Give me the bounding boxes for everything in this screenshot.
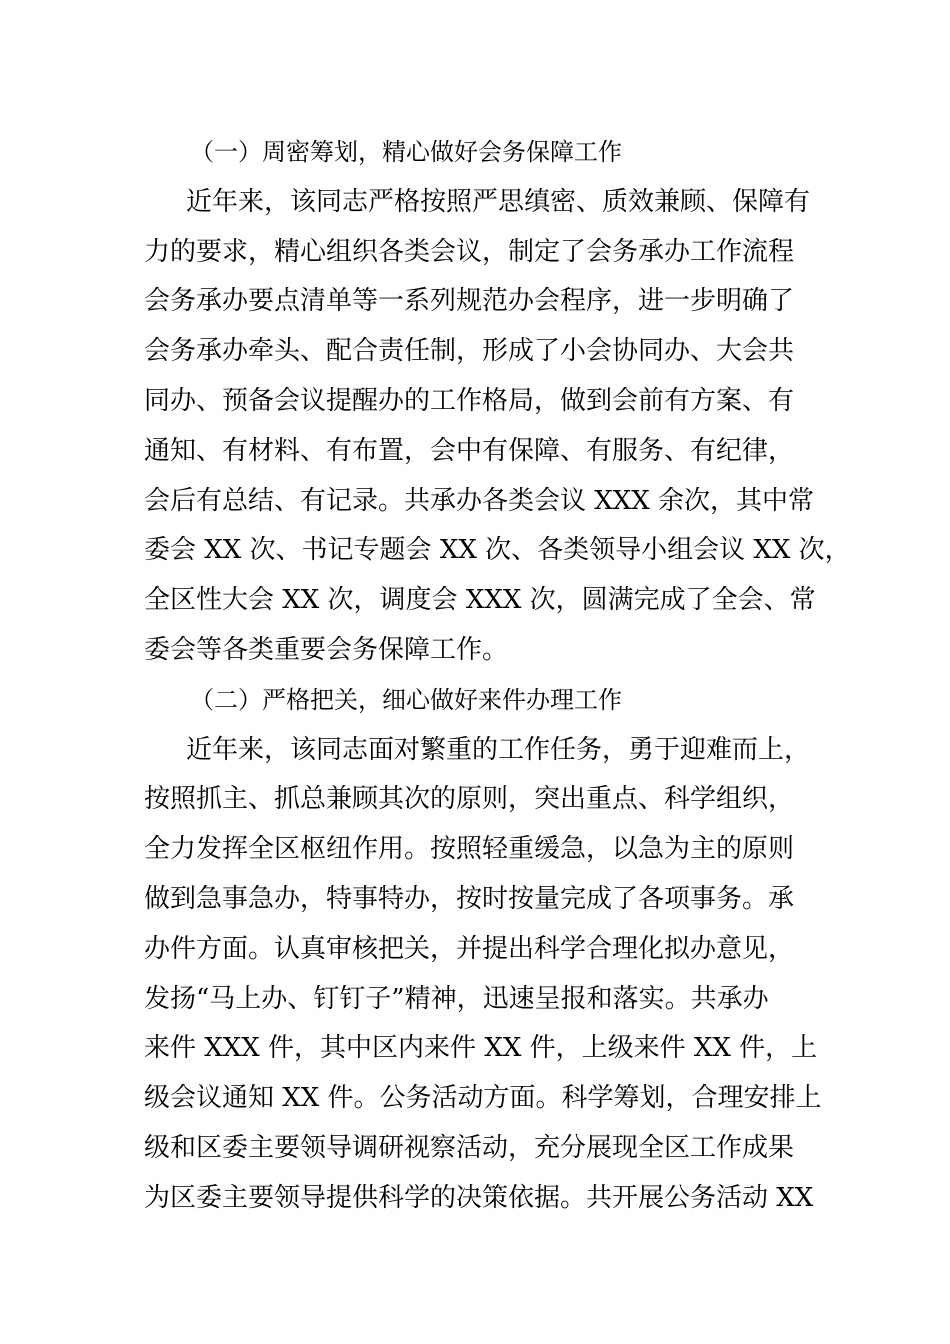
paragraph-line: 力的要求，精心组织各类会议，制定了会务承办工作流程 bbox=[144, 236, 795, 267]
paragraph-line: 做到急事急办，特事特办，按时按量完成了各项事务。承 bbox=[144, 883, 795, 914]
paragraph-line: 发扬“马上办、钉钉子”精神，迅速呈报和落实。共承办 bbox=[144, 983, 769, 1014]
paragraph-line: 会后有总结、有记录。共承办各类会议 XXX 余次，其中常 bbox=[144, 485, 815, 516]
paragraph-line: 同办、预备会议提醒办的工作格局，做到会前有方案、有 bbox=[144, 385, 795, 416]
paragraph-line: 近年来，该同志面对繁重的工作任务，勇于迎难而上， bbox=[186, 734, 811, 765]
document-body bbox=[144, 128, 851, 1224]
paragraph-line: 按照抓主、抓总兼顾其次的原则，突出重点、科学组织， bbox=[144, 784, 795, 815]
paragraph-line: 来件 XXX 件，其中区内来件 XX 件，上级来件 XX 件，上 bbox=[144, 1033, 818, 1064]
paragraph-line: 通知、有材料、有布置，会中有保障、有服务、有纪律， bbox=[144, 435, 795, 466]
paragraph-line: 全区性大会 XX 次，调度会 XXX 次，圆满完成了全会、常 bbox=[144, 585, 816, 616]
paragraph-line: 近年来，该同志严格按照严思缜密、质效兼顾、保障有 bbox=[186, 186, 811, 217]
paragraph-line: 委会等各类重要会务保障工作。 bbox=[144, 634, 509, 665]
paragraph-line: 会务承办牵头、配合责任制，形成了小会协同办、大会共 bbox=[144, 336, 795, 367]
paragraph-line: 会务承办要点清单等一系列规范办会程序，进一步明确了 bbox=[144, 286, 795, 317]
paragraph-line: 级和区委主要领导调研视察活动，充分展现全区工作成果 bbox=[144, 1132, 795, 1163]
paragraph-line: 级会议通知 XX 件。公务活动方面。科学筹划，合理安排上 bbox=[144, 1083, 822, 1114]
paragraph-line: 办件方面。认真审核把关，并提出科学合理化拟办意见， bbox=[144, 933, 795, 964]
paragraph-line: 为区委主要领导提供科学的决策依据。共开展公务活动 XX bbox=[144, 1182, 814, 1213]
paragraph-line: 全力发挥全区枢纽作用。按照轻重缓急，以急为主的原则 bbox=[144, 834, 795, 865]
section-heading: （二）严格把关，细心做好来件办理工作 bbox=[190, 685, 622, 714]
section-heading: （一）周密筹划，精心做好会务保障工作 bbox=[190, 138, 622, 166]
paragraph-line: 委会 XX 次、书记专题会 XX 次、各类领导小组会议 XX 次， bbox=[144, 535, 851, 566]
